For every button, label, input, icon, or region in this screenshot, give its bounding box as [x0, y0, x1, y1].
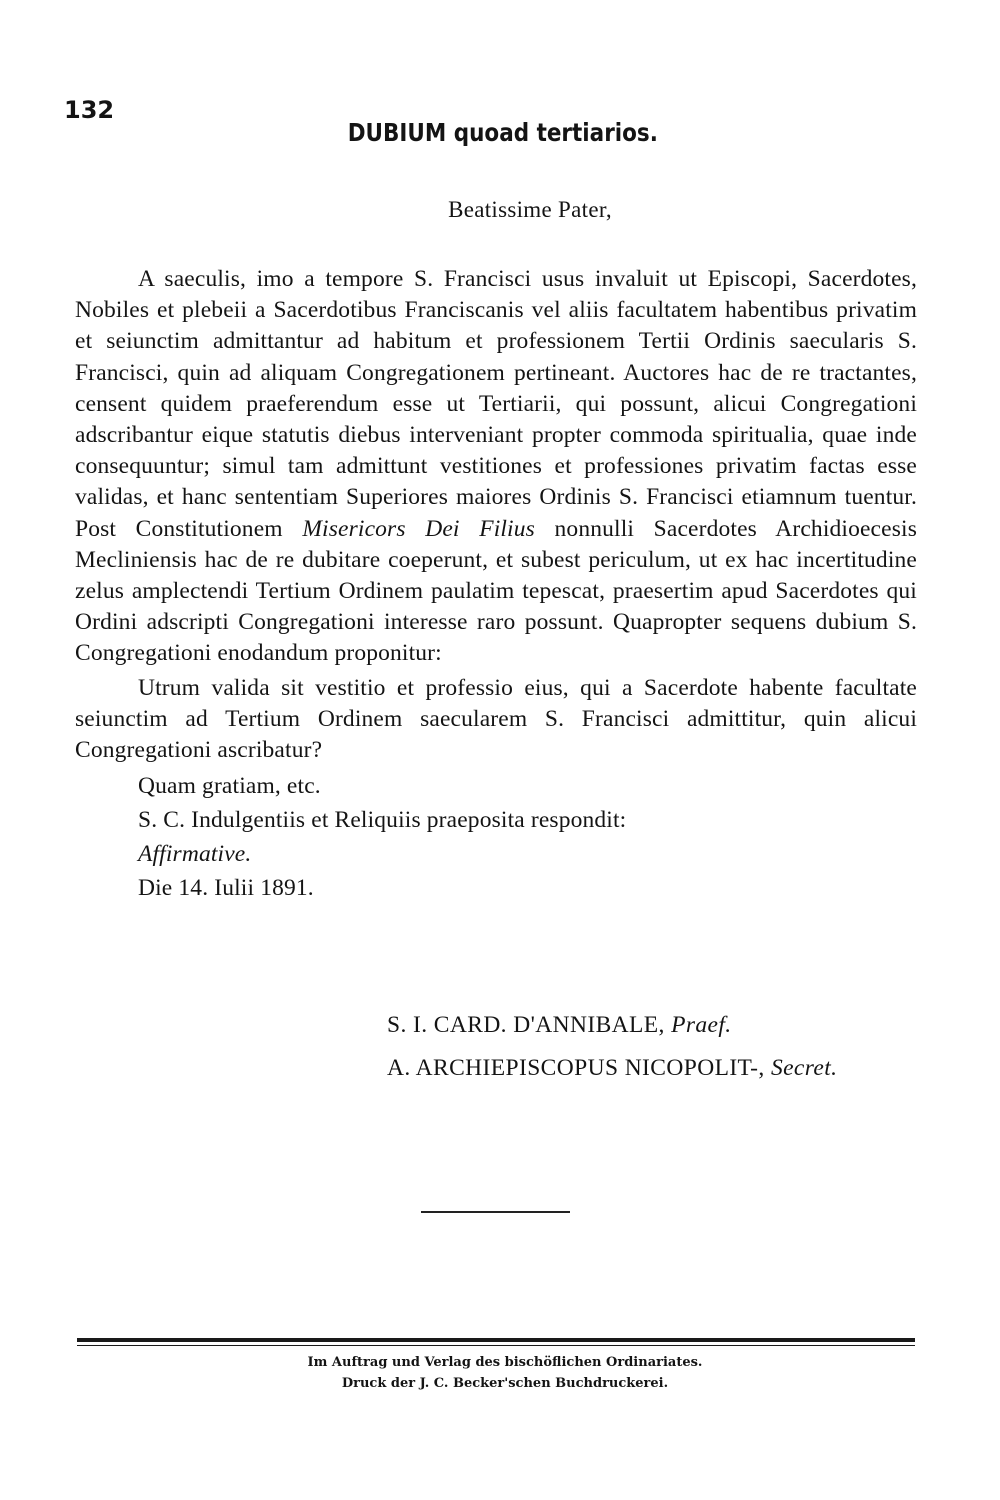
- document-body: [75, 264, 917, 905]
- constitution-title: Misericors Dei Filius: [302, 515, 535, 542]
- page-number: 132: [64, 96, 115, 124]
- closing-formula: Quam gratiam, etc.: [138, 773, 321, 800]
- imprint-publisher: Im Auftrag und Verlag des bischöflichen Ordinariates.: [307, 1355, 703, 1370]
- signature-secretary: [387, 1055, 837, 1082]
- signature-secretary-name: A. ARCHIEPISCOPUS NICOPOLIT-,: [387, 1055, 765, 1081]
- footer-rule-thick: [77, 1338, 915, 1342]
- dubium-question: Utrum valida sit vestitio et professio eius, qui a Sacerdote habente facultate seiunctim ad Tertium Ordinem saecularem S. Francisci admittitur, quin alicui Congregationi ascribatur?: [75, 674, 917, 764]
- document-heading: DUBIUM quoad tertiarios.: [347, 118, 658, 147]
- petition-text-part1: A saeculis, imo a tempore S. Francisci usus invaluit ut Episcopi, Sacerdotes, Nobiles et plebeii a Sacerdotibus Franciscanis vel aliis facultatem habentibus privatim et seiunctim admittantur ad habitum et professionem Tertii Ordinis saecularis S. Francisci, quin ad aliquam Congregationem pertineant. Auctores hac de re tractantes, censent quidem praeferendum esse ut Tertiarii, qui possunt, alicui Congregationi adscribantur eique statutis diebus interveniant propter commoda spiritualia, quae inde consequuntur; simul tam admittunt vestitiones et professiones privatim factas esse validas, et hanc sententiam Superiores maiores Ordinis S. Francisci etiamnum tuentur. Post Constitutionem: [75, 266, 917, 542]
- salutation: Beatissime Pater,: [448, 197, 612, 222]
- response-intro: S. C. Indulgentiis et Reliquiis praeposita respondit:: [138, 807, 627, 834]
- signature-prefect-title: Praef.: [671, 1012, 732, 1038]
- document-date: Die 14. Iulii 1891.: [138, 875, 314, 902]
- signature-prefect-name: S. I. CARD. D'ANNIBALE,: [387, 1012, 665, 1038]
- petition-text-part2: nonnulli Sacerdotes Archidioecesis Mecliniensis hac de re dubitare coeperunt, et subest periculum, ut ex hac incertitudine zelus amplectendi Tertium Ordinem paulatim tepescat, praesertim apud Sacerdotes qui Ordini adscripti Congregationi interesse raro possunt. Quapropter sequens dubium S. Congregationi enodandum proponitur:: [75, 515, 917, 667]
- signature-secretary-title: Secret.: [770, 1055, 838, 1081]
- imprint-printer: Druck der J. C. Becker'schen Buchdruckerei.: [341, 1376, 669, 1391]
- signature-prefect: [387, 1012, 732, 1039]
- response-answer: Affirmative.: [138, 841, 252, 868]
- footer-rule-thin: [77, 1345, 915, 1346]
- petition-paragraph: [75, 264, 917, 670]
- section-divider: [421, 1211, 570, 1213]
